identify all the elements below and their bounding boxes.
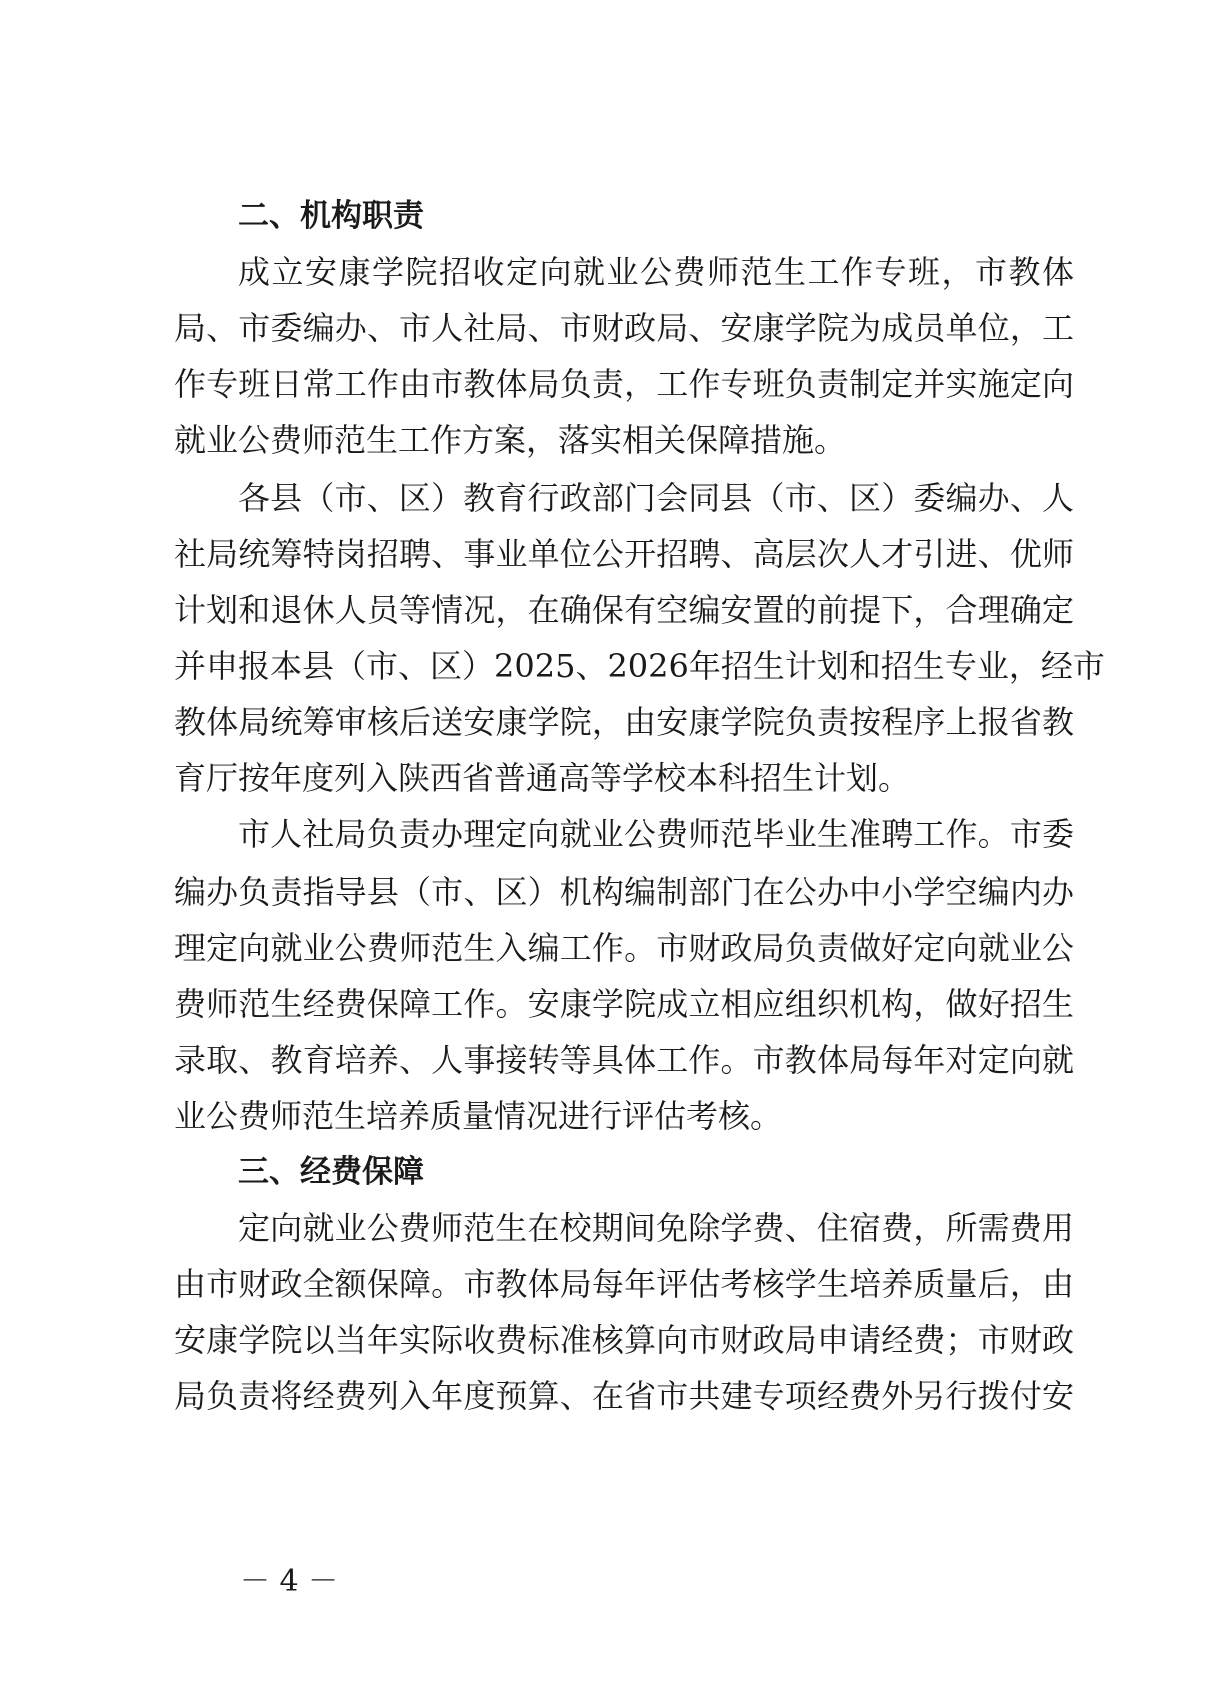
paragraph-line: 安康学院以当年实际收费标准核算向市财政局申请经费；市财政: [174, 1321, 1074, 1359]
paragraph-line: 费师范生经费保障工作。安康学院成立相应组织机构，做好招生: [174, 985, 1074, 1023]
section-heading: 二、机构职责: [238, 198, 424, 234]
paragraph-line: 定向就业公费师范生在校期间免除学费、住宿费，所需费用: [238, 1209, 1074, 1247]
paragraph-line: 理定向就业公费师范生入编工作。市财政局负责做好定向就业公: [174, 929, 1074, 967]
paragraph-line: 各县（市、区）教育行政部门会同县（市、区）委编办、人: [238, 479, 1074, 517]
paragraph-line: 录取、教育培养、人事接转等具体工作。市教体局每年对定向就: [174, 1041, 1074, 1079]
paragraph-line: 计划和退休人员等情况，在确保有空编安置的前提下，合理确定: [174, 591, 1074, 629]
paragraph-line: 由市财政全额保障。市教体局每年评估考核学生培养质量后，由: [174, 1265, 1074, 1303]
paragraph-line: 作专班日常工作由市教体局负责，工作专班负责制定并实施定向: [174, 365, 1074, 403]
paragraph-line: 社局统筹特岗招聘、事业单位公开招聘、高层次人才引进、优师: [174, 535, 1074, 573]
paragraph-line: 编办负责指导县（市、区）机构编制部门在公办中小学空编内办: [174, 873, 1074, 911]
paragraph-line: 市人社局负责办理定向就业公费师范毕业生准聘工作。市委: [238, 815, 1074, 853]
paragraph-line: 育厅按年度列入陕西省普通高等学校本科招生计划。: [174, 759, 911, 797]
paragraph-line: 局负责将经费列入年度预算、在省市共建专项经费外另行拨付安: [174, 1377, 1074, 1415]
paragraph-line: 就业公费师范生工作方案，落实相关保障措施。: [174, 421, 847, 459]
page-number: － 4 －: [240, 1564, 339, 1599]
section-heading: 三、经费保障: [238, 1154, 424, 1190]
paragraph-line: 成立安康学院招收定向就业公费师范生工作专班，市教体: [238, 253, 1074, 291]
paragraph-line: 局、市委编办、市人社局、市财政局、安康学院为成员单位，工: [174, 309, 1074, 347]
paragraph-line: 业公费师范生培养质量情况进行评估考核。: [174, 1097, 783, 1135]
paragraph-line: 教体局统筹审核后送安康学院，由安康学院负责按程序上报省教: [174, 703, 1074, 741]
paragraph-line: 并申报本县（市、区）2025、2026年招生计划和招生专业，经市: [174, 647, 1105, 685]
